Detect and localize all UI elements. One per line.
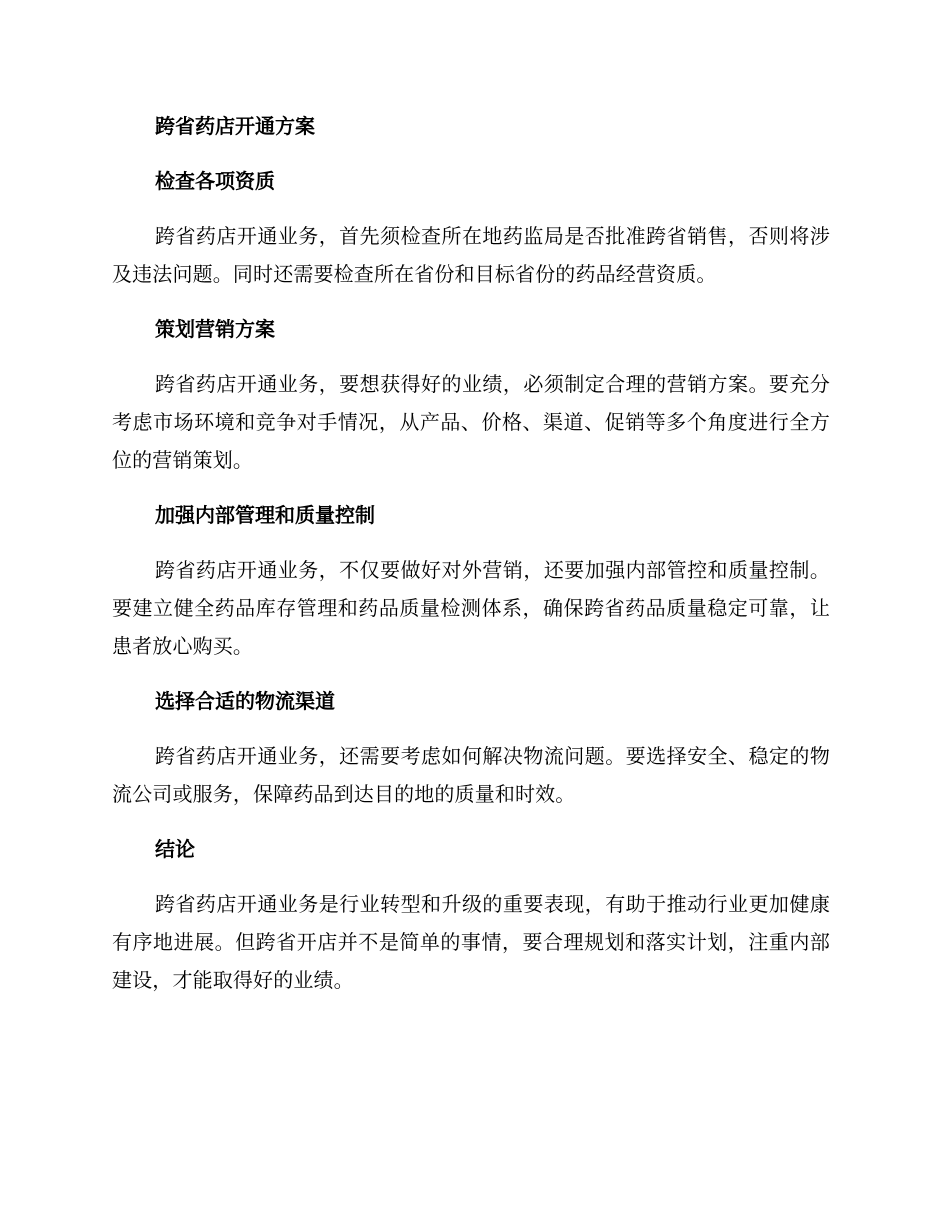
section-logistics xyxy=(112,682,830,813)
section-heading: 选择合适的物流渠道 xyxy=(155,689,335,713)
document-title: 跨省药店开通方案 xyxy=(155,114,315,138)
section-qualifications xyxy=(112,162,830,293)
section-internal-management xyxy=(112,496,830,665)
section-heading: 结论 xyxy=(155,837,195,861)
section-conclusion xyxy=(112,830,830,999)
section-paragraph: 跨省药店开通业务，还需要考虑如何解决物流问题。要选择安全、稳定的物流公司或服务，保障药品到达目的地的质量和时效。 xyxy=(112,744,830,806)
section-paragraph: 跨省药店开通业务，要想获得好的业绩，必须制定合理的营销方案。要充分考虑市场环境和竞争对手情况，从产品、价格、渠道、促销等多个角度进行全方位的营销策划。 xyxy=(112,372,830,472)
section-paragraph: 跨省药店开通业务，不仅要做好对外营销，还要加强内部管控和质量控制。要建立健全药品库存管理和药品质量检测体系，确保跨省药品质量稳定可靠，让患者放心购买。 xyxy=(112,558,830,658)
section-marketing xyxy=(112,310,830,479)
section-heading: 策划营销方案 xyxy=(155,317,275,341)
section-paragraph: 跨省药店开通业务是行业转型和升级的重要表现，有助于推动行业更加健康有序地进展。但跨省开店并不是简单的事情，要合理规划和落实计划，注重内部建设，才能取得好的业绩。 xyxy=(112,892,830,992)
section-heading: 加强内部管理和质量控制 xyxy=(155,503,375,527)
section-heading: 检查各项资质 xyxy=(155,169,275,193)
section-paragraph: 跨省药店开通业务，首先须检查所在地药监局是否批准跨省销售，否则将涉及违法问题。同时还需要检查所在省份和目标省份的药品经营资质。 xyxy=(112,224,830,286)
